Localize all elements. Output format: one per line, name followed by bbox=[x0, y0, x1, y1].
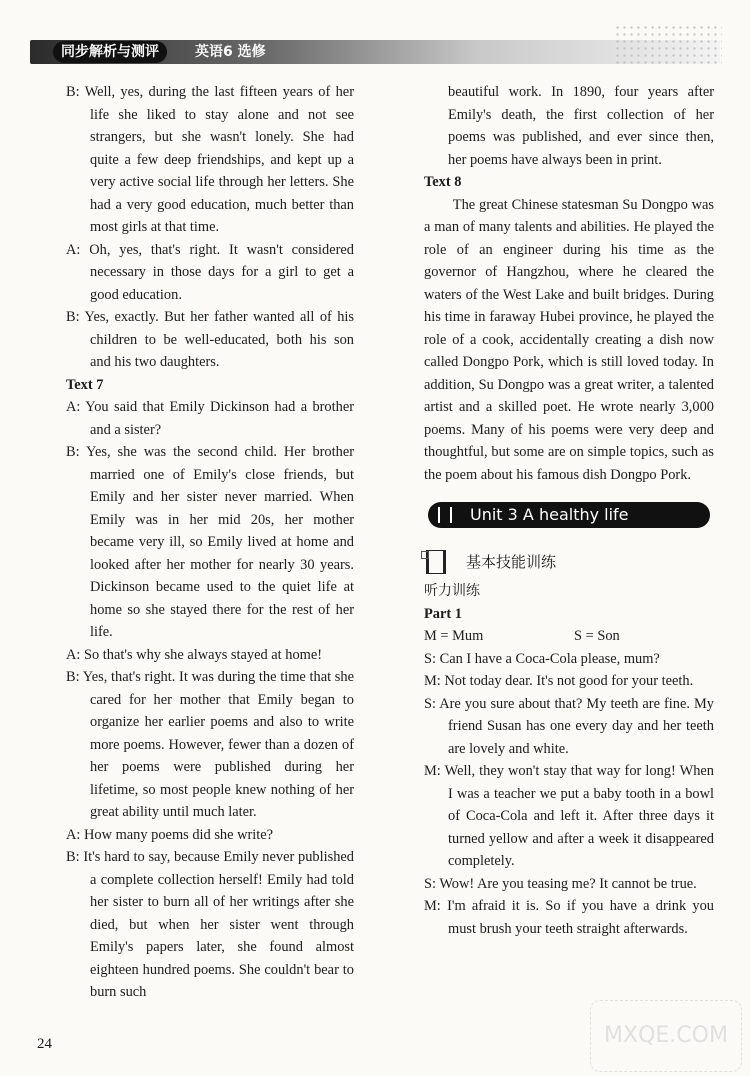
book-title: 同步解析与测评 bbox=[53, 41, 167, 63]
unit-banner-label: Unit 3 A healthy life bbox=[470, 505, 629, 524]
speaker-label: M bbox=[424, 763, 437, 779]
role-son: S = Son bbox=[574, 628, 620, 644]
dialogue-line bbox=[66, 306, 354, 374]
speaker-label: M bbox=[424, 673, 437, 689]
dialogue-line bbox=[66, 846, 354, 1004]
dialogue-text: You said that Emily Dickinson had a brother and a sister? bbox=[85, 399, 355, 438]
dialogue-text: Yes, exactly. But her father wanted all of his children to be well-educated, both his son and his two daughters. bbox=[84, 309, 355, 370]
dialogue-text: Well, yes, during the last fifteen years of her life she liked to stay alone and not see strangers, but she wasn't lonely. She had quite a few deep friendships, and kept up a very active social life through her letters. She had a very good education, much better than most girls at that time. bbox=[84, 84, 354, 235]
speaker-label: S bbox=[424, 695, 433, 712]
header-decoration bbox=[614, 24, 722, 64]
right-column-text bbox=[424, 81, 714, 486]
speaker-label: A bbox=[66, 241, 77, 258]
dialogue-text: So that's why she always stayed at home! bbox=[84, 646, 323, 663]
paragraph: The great Chinese statesman Su Dongpo was a man of many talents and abilities. He played the role of an engineer during his time as the governor of Hangzhou, where he cleared the waters of the West Lake and built bridges. During his time in faraway Hubei province, he played the role of a cook, accidentally creating a dish now called Dongpo Pork, which is still loved today. In addition, Su Dongpo was a great writer, a talented artist and a skilled poet. He wrote nearly 3,000 poems. Many of his poems were very deep and thoughtful, but some are on simple topics, such as the poem about his famous dish Dongpo Pork. bbox=[424, 196, 714, 483]
speaker-label: B bbox=[66, 669, 76, 685]
text-heading: Text 8 bbox=[424, 174, 462, 190]
speaker-label: A bbox=[66, 826, 77, 843]
dialogue-line bbox=[66, 396, 354, 441]
role-mum: M = Mum bbox=[424, 628, 484, 644]
speaker-label: B bbox=[66, 84, 76, 100]
speaker-colon: : bbox=[75, 444, 87, 460]
dialogue-line bbox=[424, 693, 714, 761]
speaker-label: S bbox=[424, 650, 433, 667]
dialogue-line bbox=[66, 824, 354, 847]
watermark-logo: MXQE.COM bbox=[590, 1000, 742, 1072]
speaker-colon: : bbox=[75, 309, 85, 325]
dialogue-line bbox=[424, 873, 714, 896]
dialogue-text: Not today dear. It's not good for your teeth. bbox=[444, 673, 694, 689]
continued-text: beautiful work. In 1890, four years after Emily's death, the first collection of her poems was published, and ever since then, her poems have always been in print. bbox=[448, 84, 714, 168]
speaker-colon: : bbox=[436, 763, 445, 779]
dialogue-line bbox=[66, 441, 354, 644]
dialogue-text: It's hard to say, because Emily never published a complete collection herself! Emily had told her sister to burn all of her writings after she died, but when her sister went through Emily's papers later, she found almost eighteen hundred poems. She couldn't bear to burn such bbox=[83, 849, 354, 1000]
speaker-label: A bbox=[66, 399, 77, 415]
listening-label: 听力训练 bbox=[424, 583, 480, 599]
dialogue-line bbox=[66, 644, 354, 667]
dialogue-text: Wow! Are you teasing me? It cannot be true. bbox=[439, 875, 697, 892]
speaker-colon: : bbox=[75, 84, 85, 100]
page-header bbox=[0, 0, 750, 78]
dialogue-text: Can I have a Coca-Cola please, mum? bbox=[439, 650, 660, 667]
speaker-label: B bbox=[66, 444, 76, 460]
page-number: 24 bbox=[37, 1036, 52, 1052]
speaker-colon: : bbox=[76, 826, 85, 843]
dialogue-text: How many poems did she write? bbox=[84, 826, 274, 843]
dialogue-text: Well, they won't stay that way for long! When I was a teacher we put a baby tooth in a bowl of Coca-Cola and left it. After three days it turned yellow and after a week it disappeared completely. bbox=[444, 763, 714, 869]
dialogue-text: Yes, that's right. It was during the time that she cared for her mother that Emily began to organize her earlier poems and also to write more poems. However, fewer than a dozen of her poems were published during her lifetime, so most people knew nothing of her great ability until much later. bbox=[82, 669, 354, 820]
speaker-colon: : bbox=[432, 875, 440, 892]
dialogue-line bbox=[424, 648, 714, 671]
dialogue-line bbox=[424, 670, 714, 693]
dialogue-line bbox=[66, 666, 354, 824]
dialogue-text: Oh, yes, that's right. It wasn't considered necessary in those days for a girl to get a good education. bbox=[89, 241, 354, 303]
dialogue-text: I'm afraid it is. So if you have a drink you must brush your teeth straight afterwards. bbox=[447, 898, 715, 937]
skill-section-label: 基本技能训练 bbox=[466, 553, 557, 571]
dialogue bbox=[424, 648, 714, 941]
speaker-colon: : bbox=[432, 695, 440, 712]
speaker-colon: : bbox=[76, 241, 90, 258]
speaker-label: B bbox=[66, 849, 76, 865]
speaker-colon: : bbox=[436, 673, 445, 689]
role-legend bbox=[424, 625, 714, 648]
text-heading: Text 7 bbox=[66, 376, 104, 393]
right-column bbox=[424, 81, 714, 940]
speaker-colon: : bbox=[436, 898, 448, 914]
speaker-colon: : bbox=[76, 399, 86, 415]
left-column bbox=[66, 81, 354, 1004]
speaker-colon: : bbox=[76, 646, 85, 663]
dialogue-line bbox=[424, 760, 714, 873]
book-subtitle: 英语6 选修 bbox=[195, 44, 266, 60]
dialogue-line bbox=[66, 239, 354, 307]
speaker-colon: : bbox=[432, 650, 440, 667]
speaker-label: A bbox=[66, 646, 77, 663]
part-label: Part 1 bbox=[424, 605, 462, 622]
speaker-label: M bbox=[424, 898, 437, 914]
speaker-label: B bbox=[66, 309, 76, 325]
speaker-colon: : bbox=[75, 849, 84, 865]
speaker-colon: : bbox=[75, 669, 83, 685]
speaker-label: S bbox=[424, 875, 433, 892]
dialogue-line bbox=[424, 895, 714, 940]
dialogue-text: Are you sure about that? My teeth are fine. My friend Susan has one every day and her teeth are lovely and white. bbox=[439, 695, 714, 757]
dialogue-line bbox=[66, 81, 354, 239]
dialogue-text: Yes, she was the second child. Her brother married one of Emily's close friends, but Emily and her sister never married. When Emily was in her mid 20s, her mother became very ill, so Emily lived at home and looked after her mother for nearly 30 years. Dickinson became used to the quiet life at home so she stayed there for the rest of her life. bbox=[86, 444, 354, 640]
skill-section-heading bbox=[424, 550, 714, 574]
unit-banner bbox=[428, 502, 710, 528]
section-mark-icon bbox=[426, 550, 446, 574]
